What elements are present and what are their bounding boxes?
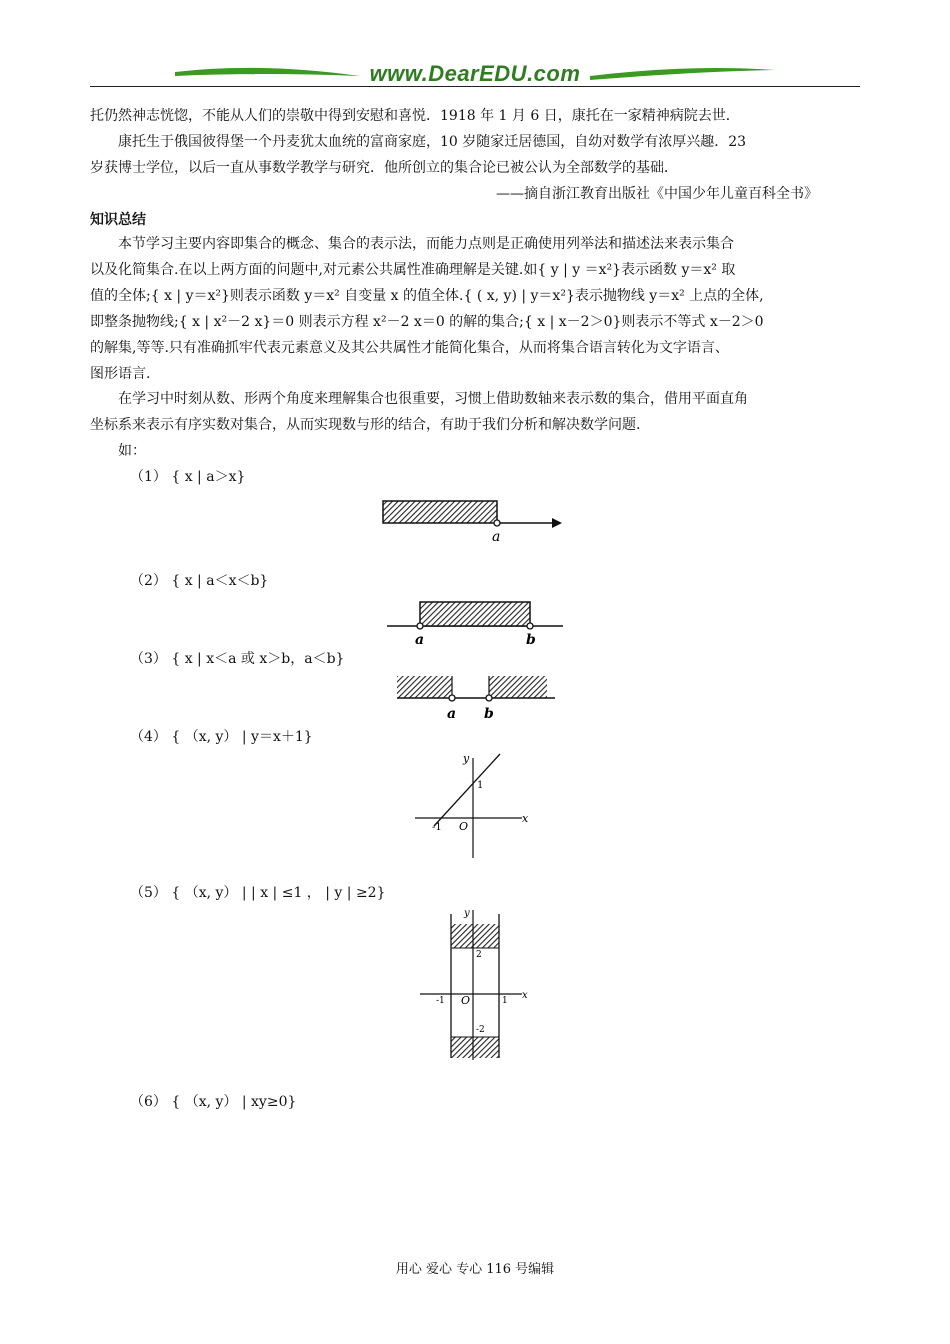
- region-graph-figure-5: [418, 904, 536, 1062]
- paragraph-line: 以及化简集合.在以上两方面的问题中,对元素公共属性准确理解是关键.如{ y | y ＝x²}表示函数 y＝x² 取: [90, 262, 736, 278]
- paragraph-line: 即整条抛物线;{ x | x²－2 x}＝0 则表示方程 x²－2 x＝0 的解的集合;{ x | x－2＞0}则表示不等式 x－2＞0: [90, 314, 764, 330]
- paragraph-line: 在学习中时刻从数、形两个角度来理解集合也很重要，习惯上借助数轴来表示数的集合，借用平面直角: [118, 391, 748, 407]
- example-label: （5） { （x, y） | | x | ≤1 ， | y | ≥2}: [130, 885, 386, 901]
- section-title: 知识总结: [90, 211, 146, 227]
- tick-label: -1: [436, 996, 445, 1006]
- logo-text: www.DearEDU.com: [369, 61, 581, 86]
- paragraph-line: 的解集,等等.只有准确抓牢代表元素意义及其公共属性才能简化集合，从而将集合语言转化为文字语言、: [90, 340, 729, 356]
- x-axis-label: x: [522, 812, 529, 825]
- tick-label: 1: [477, 780, 484, 791]
- line-graph-figure-4: [410, 750, 535, 862]
- shaded-region-top: [451, 924, 499, 948]
- y-axis-label: y: [463, 752, 470, 765]
- point-label-a: a: [415, 632, 425, 648]
- tick-label: 1: [502, 996, 508, 1006]
- open-point-b: [527, 623, 533, 629]
- y-axis-label: y: [464, 908, 470, 919]
- page-footer: 用心 爱心 专心 116 号编辑: [395, 1262, 555, 1277]
- shaded-interval-right: [489, 676, 547, 698]
- open-point-a: [449, 695, 455, 701]
- shaded-interval: [420, 602, 530, 626]
- tick-label: -1: [432, 822, 442, 833]
- paragraph-line: 岁获博士学位，以后一直从事数学教学与研究．他所创立的集合论已被公认为全部数学的基础．: [90, 160, 678, 176]
- example-label: （1） { x | a＞x}: [130, 469, 246, 485]
- source-citation: ——摘自浙江教育出版社《中国少年儿童百科全书》: [496, 186, 818, 202]
- example-label: （3） { x | x＜a 或 x＞b，a＜b}: [130, 651, 345, 667]
- example-label: （2） { x | a＜x＜b}: [130, 573, 269, 589]
- paragraph-line: 值的全体;{ x | y＝x²}则表示函数 y＝x² 自变量 x 的值全体.{ ( x, y) | y＝x²}表示抛物线 y＝x² 上点的全体,: [90, 288, 764, 304]
- origin-label: O: [459, 820, 469, 833]
- paragraph-line: 坐标系来表示有序实数对集合，从而实现数与形的结合，有助于我们分析和解决数学问题.: [90, 417, 641, 433]
- number-line-figure-2: [385, 598, 570, 648]
- tick-label: 2: [476, 950, 482, 960]
- header-rule: [90, 86, 860, 87]
- shaded-interval: [383, 501, 497, 523]
- shaded-interval-left: [397, 676, 452, 698]
- open-point-a: [494, 520, 500, 526]
- tick-label: -2: [476, 1025, 485, 1035]
- x-axis-label: x: [522, 990, 528, 1001]
- point-label-b: b: [484, 706, 494, 722]
- arrow-head: [552, 518, 562, 528]
- example-label: （4） { （x, y） | y＝x＋1}: [130, 729, 313, 745]
- paragraph-line: 如：: [118, 443, 146, 459]
- paragraph-line: 图形语言.: [90, 366, 151, 382]
- point-label-a: a: [492, 529, 501, 545]
- number-line-figure-1: [380, 496, 570, 546]
- open-point-b: [486, 695, 492, 701]
- paragraph-line: 康托生于俄国彼得堡一个丹麦犹太血统的富商家庭，10 岁随家迁居德国，自幼对数学有浓厚兴趣．23: [118, 134, 747, 150]
- paragraph-line: 本节学习主要内容即集合的概念、集合的表示法，而能力点则是正确使用列举法和描述法来表示集合: [118, 236, 734, 252]
- point-label-b: b: [526, 632, 536, 648]
- shaded-region-bottom: [451, 1037, 499, 1058]
- example-label: （6） { （x, y） | xy≥0}: [130, 1094, 297, 1110]
- open-point-a: [417, 623, 423, 629]
- paragraph-line: 托仍然神志恍惚，不能从人们的崇敬中得到安慰和喜悦．1918 年 1 月 6 日，康托在一家精神病院去世．: [90, 108, 740, 124]
- origin-label: O: [461, 994, 471, 1007]
- number-line-figure-3: [395, 672, 560, 724]
- point-label-a: a: [447, 706, 457, 722]
